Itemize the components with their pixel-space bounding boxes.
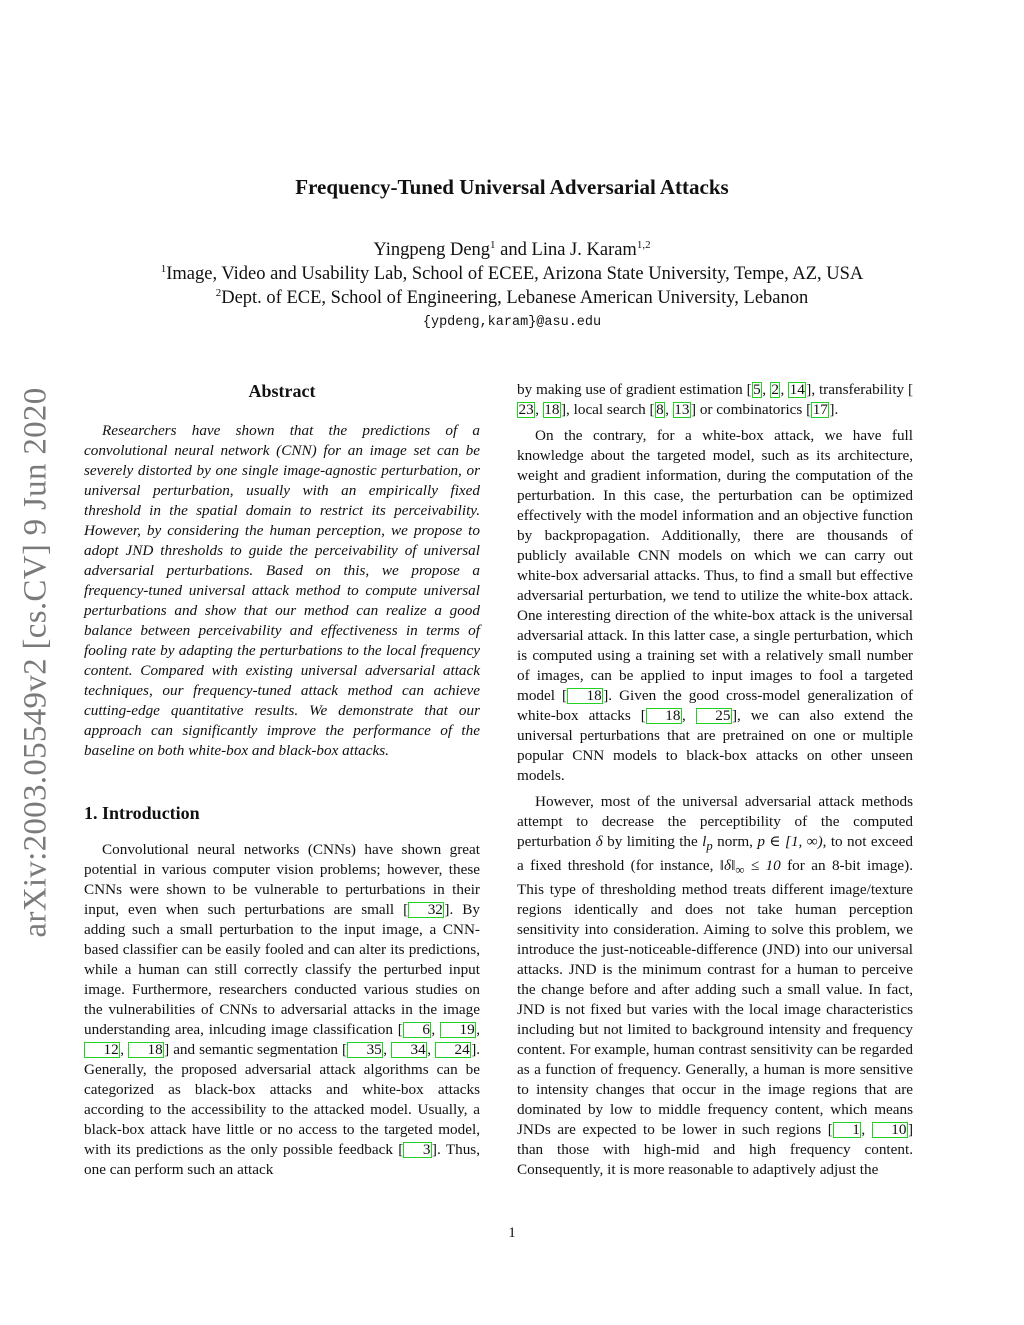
author-email: {ypdeng,karam}@asu.edu xyxy=(422,315,602,330)
affiliation-1-text: Image, Video and Usability Lab, School of ECEE, Arizona State University, Tempe, AZ, USA xyxy=(166,264,864,284)
affiliation-2-text: Dept. of ECE, School of Engineering, Lebanese American University, Lebanon xyxy=(221,288,809,308)
citation-link[interactable]: 18 xyxy=(646,708,682,724)
citation-link[interactable]: 3 xyxy=(403,1142,432,1158)
intro-paragraph-1: Convolutional neural networks (CNNs) have shown great potential in various computer vision problems; however, these CNNs were shown to be vulnerable to perturbations in their input, even when such perturbations are small [ 32]. By adding such a small perturbation to the input image, a CNN-based classifier can be easily fooled and can alter its predictions, while a human can still correctly classify the perturbed input image. Furthermore, researchers conducted various studies on the vulnerabilities of CNNs to adversarial attacks in the image understanding area, inlcuding image classification [ 6, 19, 12, 18] and semantic segmentation [ 35, 34, 24]. Generally, the proposed adversarial attack algorithms can be categorized as black-box attacks and white-box attacks according to the accessibility to the attacked model. Usually, a black-box attack have little or no access to the targeted model, with its predictions as the only possible feedback [ 3]. Thus, one can perform such an attack xyxy=(84,841,481,1178)
math-norm-bound: ≤ 10 xyxy=(744,857,781,875)
affiliation-2-mark: 2 xyxy=(215,287,222,299)
author-2: Lina J. Karam xyxy=(531,240,637,260)
author-line xyxy=(0,240,1024,261)
citation-link[interactable]: 10 xyxy=(872,1122,908,1138)
author-conj: and xyxy=(495,240,532,260)
body-text: , to not exceed a fixed threshold (for instance, xyxy=(517,833,914,875)
intro-text: . By adding such a small perturbation to the input image, a CNN-based classifier can be easily fooled and can alter its predictions, while a human can still correctly classify the perturbed input image. Furthermore, researchers conducted various studies on the vulnerabilities of CNNs to adversarial attacks in the image understanding area, inlcuding image classification xyxy=(84,901,480,1038)
body-text: than those with high-mid and high frequency content. Consequently, it is more reasonable to adaptively adjust the xyxy=(517,1141,913,1179)
intro-text: Convolutional neural networks (CNNs) have shown great potential in various computer vision problems; however, these CNNs were shown to be vulnerable to perturbations in their input, even when such perturbations are small xyxy=(84,841,480,918)
affiliation-2 xyxy=(0,288,1024,309)
math-norm xyxy=(719,857,781,878)
author-1: Yingpeng Deng xyxy=(373,240,491,260)
body-text: On the contrary, for a white-box attack, we have full knowledge about the targeted model, such as its architecture, weight and gradient information, during the computation of the perturbation. In this case, the perturbation can be optimized effectively with the model information and an objective function by backpropagation. Additionally, there are thousands of publicly available CNN models on which we can carry out white-box adversarial attacks. Thus, to find a small but effective adversarial perturbation, we tend to utilize the white-box attack. One interesting direction of the white-box attack is the universal adversarial attack. In this latter case, a single perturbation, which is computed using a training set with a relatively small number of images, can be applied to input images to fool a targeted model xyxy=(517,427,913,704)
citation-link[interactable]: 1 xyxy=(833,1122,862,1138)
citation-link[interactable]: 32 xyxy=(408,902,444,918)
citation-link[interactable]: 23 xyxy=(518,401,534,418)
citation-link[interactable]: 19 xyxy=(440,1022,476,1038)
affiliation-1-mark: 1 xyxy=(160,263,167,275)
intro-text: . Thus, one can perform such an attack xyxy=(84,1141,480,1178)
citation-link[interactable]: 34 xyxy=(391,1042,427,1058)
right-paragraph-0: by making use of gradient estimation [5, 2, 14], transferability [23, 18], local search [8, 13] or combinatorics [17]. xyxy=(517,381,914,418)
body-text: . xyxy=(834,401,839,418)
body-text: by limiting the xyxy=(602,833,703,850)
citation-link[interactable]: 5 xyxy=(753,381,761,398)
citation-link[interactable]: 14 xyxy=(789,381,805,398)
right-column xyxy=(517,380,913,1186)
left-column xyxy=(84,380,480,1186)
intro-text: . Generally, the proposed adversarial attack algorithms can be categorized as black-box attacks and white-box attacks according to the accessibility to the attacked model. Usually, a black-box attack have little or no access to the targeted model, with its predictions as the only possible feedback xyxy=(84,1041,481,1158)
citation-link[interactable]: 8 xyxy=(656,401,664,418)
intro-text: and semantic segmentation xyxy=(169,1041,342,1058)
citation-link[interactable]: 18 xyxy=(128,1042,164,1058)
math-lp xyxy=(702,833,713,854)
math-inf-sub: ∞ xyxy=(735,863,745,878)
body-text: , local search xyxy=(566,401,650,418)
citation-link[interactable]: 12 xyxy=(84,1042,120,1058)
citation-link[interactable]: 25 xyxy=(696,708,732,724)
math-p-range: p ∈ [1, ∞) xyxy=(757,833,823,850)
arxiv-stamp-text: arXiv:2003.05549v2 [cs.CV] 9 Jun 2020 xyxy=(17,386,54,938)
citation-link[interactable]: 13 xyxy=(674,401,690,418)
citation-link[interactable]: 18 xyxy=(544,401,560,418)
body-text: , transferability xyxy=(811,381,908,398)
body-text: , we can also extend the universal perturbations that are pretrained on one or multiple popular CNN models to black-box attacks on other unseen models. xyxy=(517,707,913,784)
math-norm-delta: ‖δ‖ xyxy=(719,857,736,875)
abstract-heading: Abstract xyxy=(248,381,316,401)
citation-link[interactable]: 17 xyxy=(812,401,828,418)
right-paragraph-2: However, most of the universal adversarial attack methods attempt to decrease the perceptibility of the computed perturbation δ by limiting the $l_p$ norm, p ∈ [1, ∞), to not exceed a fixed threshold (for instance, $‖\delta‖_\infty \le 10$ for an 8-bit image). This type of thresholding method treats different image/texture regions identically and does not take human perception sensitivity into consideration. Aiming to solve this problem, we introduce the just-noticeable-difference (JND) into our universal attacks. JND is the minimum contrast for a human to perceive the change before and after adding such a small value. In fact, JND is not fixed but varies with the local image characteristics including but not limited to background intensity and frequency content. For example, human contrast sensitivity can be regarded as a function of frequency. Generally, a human is more sensitive to intensity changes that occur in the image regions that are dominated by low to middle frequency content, which means JNDs are expected to be lower in such regions [ 1, 10] than those with high-mid and high frequency content. Consequently, it is more reasonable to adaptively adjust the xyxy=(517,793,914,1179)
citation-link[interactable]: 35 xyxy=(347,1042,383,1058)
author-2-affil: 1,2 xyxy=(636,239,651,251)
math-delta: δ xyxy=(595,833,603,850)
body-text: . Given the good cross-model generalization of white-box attacks xyxy=(517,687,913,724)
author-1-affil: 1 xyxy=(490,239,496,251)
right-paragraph-1: On the contrary, for a white-box attack, we have full knowledge about the targeted model, such as its architecture, weight and gradient information, during the computation of the perturbation. In this case, the perturbation can be optimized effectively with the model information and an objective function by backpropagation. Additionally, there are thousands of publicly available CNN models on which we can carry out white-box adversarial attacks. Thus, to find a small but effective adversarial perturbation, we tend to utilize the white-box attack. One interesting direction of the white-box attack is the universal adversarial attack. In this latter case, a single perturbation, which is computed using a training set with a relatively small number of images, can be applied to input images to fool a targeted model [ 18]. Given the good cross-model generalization of white-box attacks [ 18, 25], we can also extend the universal perturbations that are pretrained on one or multiple popular CNN models to black-box attacks on other unseen models. xyxy=(517,427,913,784)
citation-link[interactable]: 18 xyxy=(567,688,603,704)
citation-link[interactable]: 2 xyxy=(771,381,779,398)
page-number: 1 xyxy=(508,1225,516,1241)
citation-link[interactable]: 6 xyxy=(403,1022,432,1038)
arxiv-stamp xyxy=(6,362,66,962)
affiliation-1 xyxy=(0,264,1024,285)
body-text: norm, xyxy=(712,833,758,850)
introduction-heading: 1. Introduction xyxy=(84,803,200,823)
math-l: l xyxy=(702,833,707,850)
citation-link[interactable]: 24 xyxy=(435,1042,471,1058)
body-text: by making use of gradient estimation xyxy=(517,381,747,398)
body-text: However, most of the universal adversarial attack methods attempt to decrease the perceptibility of the computed perturbation xyxy=(517,793,913,850)
math-p-sub: p xyxy=(706,839,713,854)
paper-title: Frequency-Tuned Universal Adversarial Attacks xyxy=(295,175,729,199)
abstract-text: Researchers have shown that the predictions of a convolutional neural network (CNN) for an image set can be severely distorted by one single image-agnostic perturbation, or universal perturbation, usually with an empirically fixed threshold in the spatial domain to restrict its perceivability. However, by considering the human perception, we propose to adopt JND thresholds to guide the perceivability of universal adversarial perturbations. Based on this, we propose a frequency-tuned universal attack method to compute universal perturbations and show that our method can realize a good balance between perceivability and effectiveness in terms of fooling rate by adapting the perturbations to the local frequency content. Compared with existing universal adversarial attack techniques, our frequency-tuned attack method can achieve cutting-edge quantitative results. We demonstrate that our approach can significantly improve the performance of the baseline on both white-box and black-box attacks. xyxy=(84,422,480,759)
body-text: or combinatorics xyxy=(696,401,807,418)
body-text: for an 8-bit image). This type of thresholding method treats different image/texture regions identically and does not take human perception sensitivity into consideration. Aiming to solve this problem, we introduce the just-noticeable-difference (JND) into our universal attacks. JND is the minimum contrast for a human to perceive the change before and after adding such a small value. In fact, JND is not fixed but varies with the local image characteristics including but not limited to background intensity and frequency content. For example, human contrast sensitivity can be regarded as a function of frequency. Generally, a human is more sensitive to intensity changes that occur in the image regions that are dominated by low to middle frequency content, which means JNDs are expected to be lower in such regions xyxy=(517,857,914,1139)
